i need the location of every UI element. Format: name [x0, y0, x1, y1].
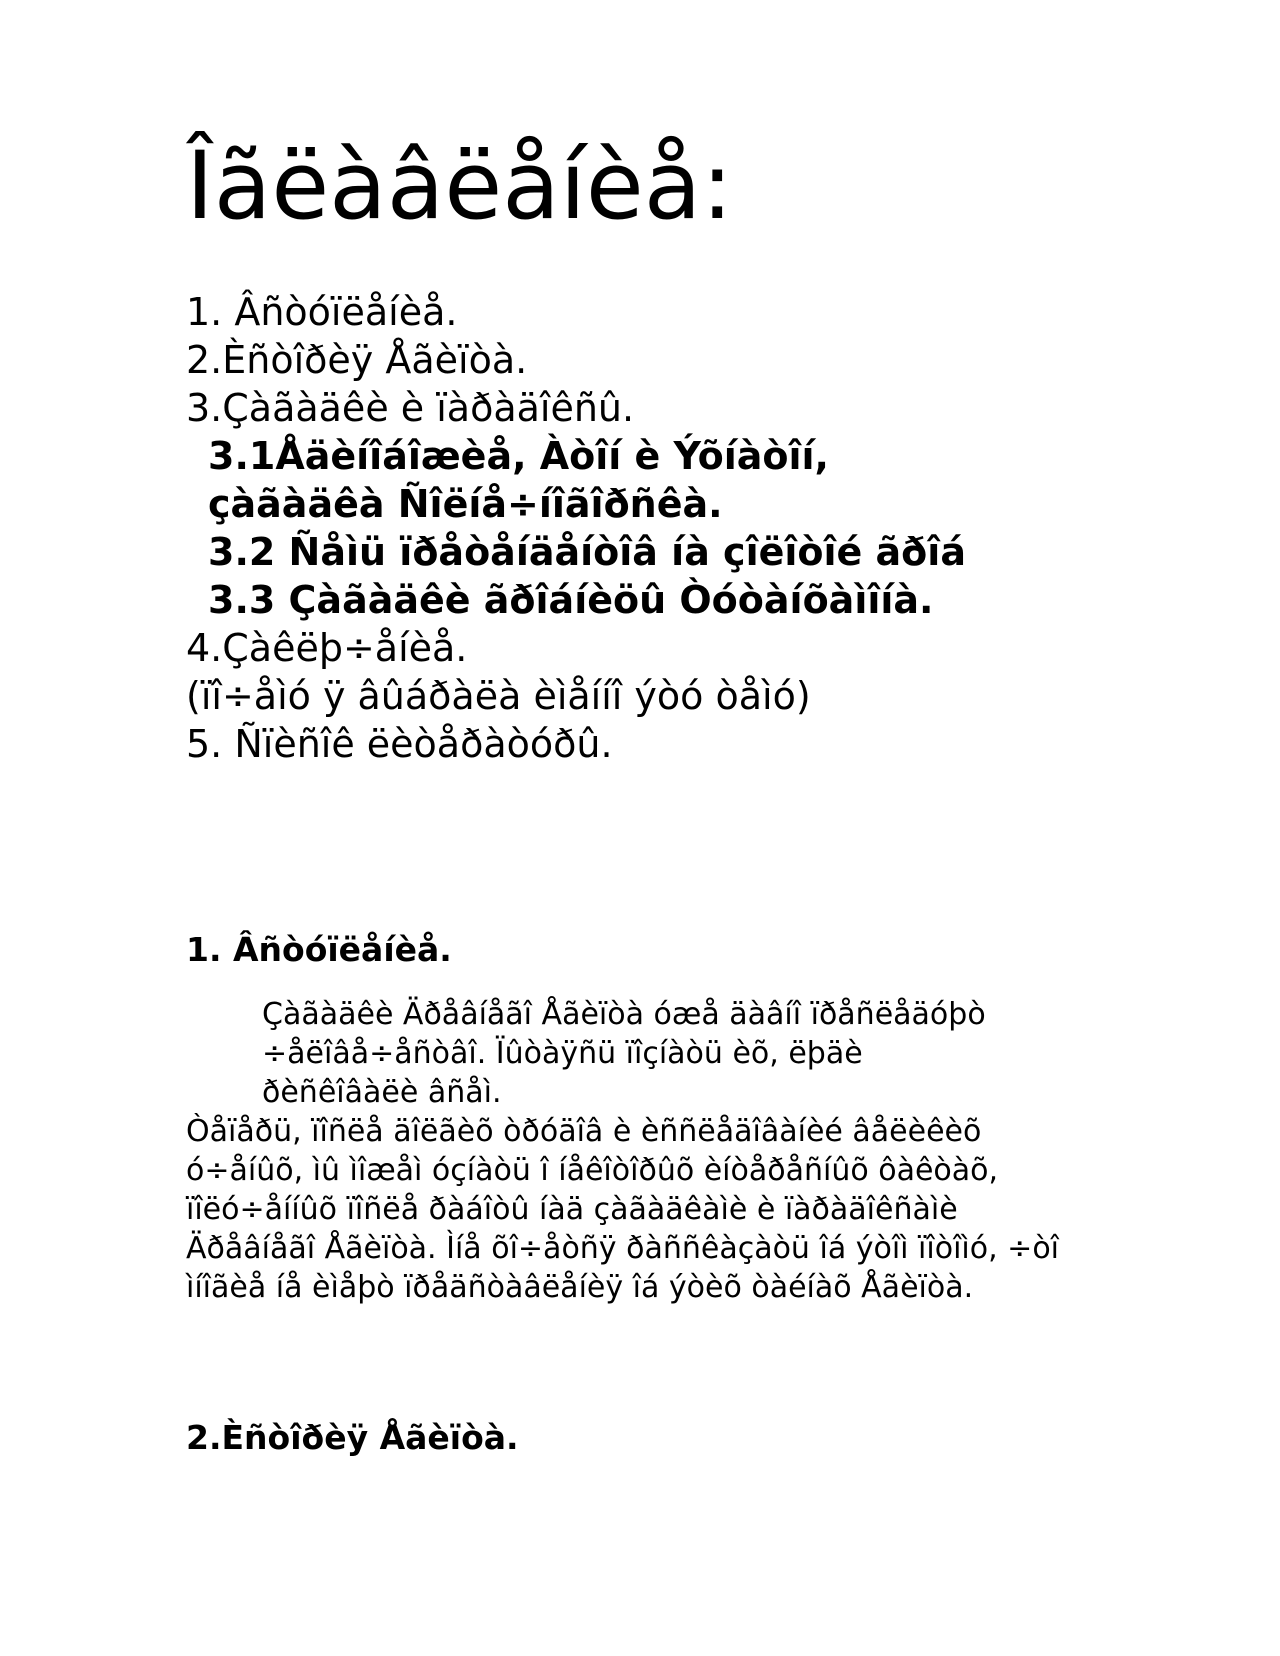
toc-subitem: 3.2 Ñåìü ïðåòåíäåíòîâ íà çîëîòîé ãðîá — [208, 530, 966, 574]
section-heading-history: 2.Èñòîðèÿ Åãèïòà. — [186, 1418, 519, 1457]
toc-item: 1. Âñòóïëåíèå. — [186, 290, 458, 334]
introduction-body: Òåïåðü, ïîñëå äîëãèõ òðóäîâ è èññëåäîâàíèé âåëèêèõ ó÷åíûõ, ìû ìîæåì óçíàòü î íåêîòîðûõ èíòåðåñíûõ ôàêòàõ, ïîëó÷åííûõ ïîñëå ðàáîòû íàä çàãàäêàìè è ïàðàäîêñàìè Äðåâíåãî Åãèïòà. Ìíå õî÷åòñÿ ðàññêàçàòü îá ýòîì ïîòîìó, ÷òî ìíîãèå íå èìåþò ïðåäñòàâëåíèÿ îá ýòèõ òàéíàõ Åãèïòà. — [186, 1114, 1060, 1305]
toc-subitem: 3.1Åäèíîáîæèå, Àòîí è Ýõíàòîí, — [208, 434, 829, 478]
document-title: Îãëàâëåíèå: — [186, 132, 734, 241]
toc-item: (ïî÷åìó ÿ âûáðàëà èìåííî ýòó òåìó) — [186, 674, 811, 718]
toc-item: 5. Ñïèñîê ëèòåðàòóðû. — [186, 722, 613, 766]
toc-item: 4.Çàêëþ÷åíèå. — [186, 626, 468, 670]
toc-subitem: çàãàäêà Ñîëíå÷íîãîðñêà. — [208, 482, 723, 526]
table-of-contents — [186, 288, 966, 768]
section-heading-introduction: 1. Âñòóïëåíèå. — [186, 930, 452, 969]
toc-item: 2.Èñòîðèÿ Åãèïòà. — [186, 338, 528, 382]
toc-item: 3.Çàãàäêè è ïàðàäîêñû. — [186, 386, 635, 430]
introduction-first-lines: Çàãàäêè Äðåâíåãî Åãèïòà óæå äàâíî ïðåñëåäóþò ÷åëîâå÷åñòâî. Ïûòàÿñü ïîçíàòü èõ, ëþäè ðèñêîâàëè âñåì. — [262, 997, 986, 1110]
toc-subitem: 3.3 Çàãàäêè ãðîáíèöû Òóòàíõàìîíà. — [208, 578, 934, 622]
introduction-paragraph — [186, 995, 1086, 1307]
